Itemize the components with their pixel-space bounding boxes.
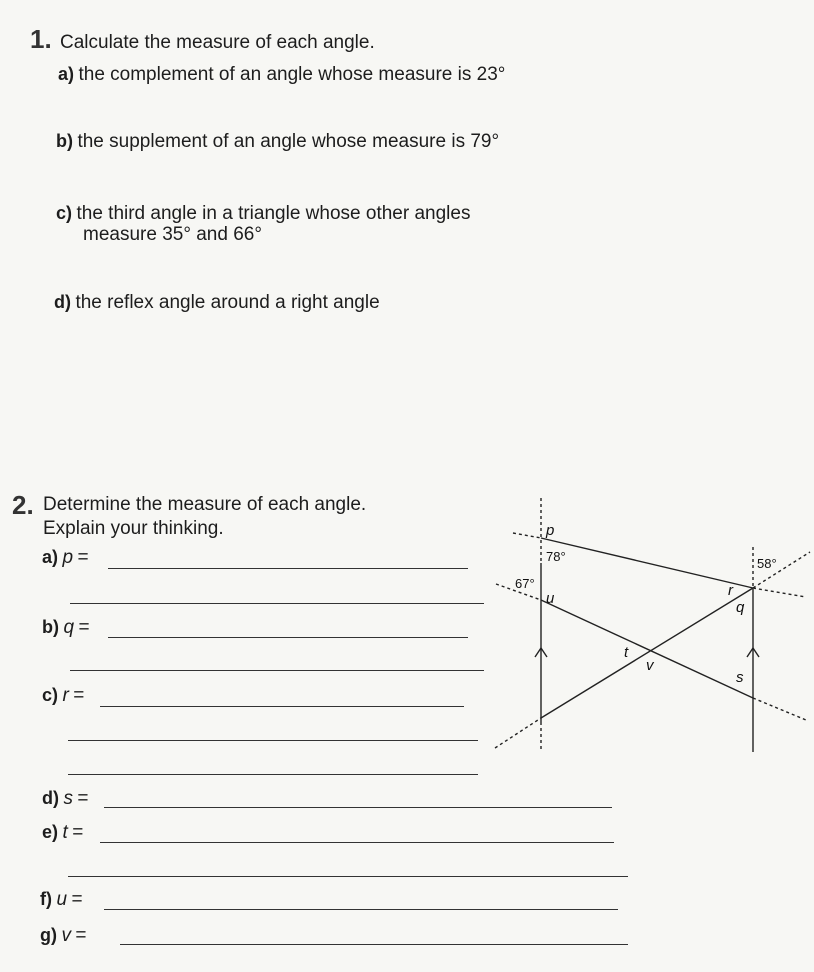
top-transversal-dashed-left	[513, 533, 541, 538]
question-2-prompt-line2: Explain your thinking.	[43, 518, 224, 539]
variable: s	[63, 788, 73, 809]
label-s: s	[736, 669, 744, 686]
label-67: 67°	[515, 576, 535, 591]
part-label: b)	[42, 617, 59, 637]
part-label: g)	[40, 925, 57, 945]
mid-transversal	[541, 600, 753, 698]
equals-sign: =	[78, 617, 90, 638]
label-q: q	[736, 599, 745, 616]
part-label: e)	[42, 822, 59, 842]
equals-sign: =	[71, 889, 83, 910]
equals-sign: =	[72, 822, 84, 843]
question-2-number: 2.	[12, 490, 34, 520]
part-label: d)	[42, 788, 59, 808]
label-58: 58°	[757, 556, 777, 571]
part-label: a)	[42, 547, 59, 567]
label-r: r	[728, 582, 733, 599]
q1-part-c-line2: measure 35° and 66°	[83, 224, 262, 245]
part-label: c)	[42, 685, 59, 705]
top-transversal	[541, 538, 753, 588]
variable: t	[62, 822, 68, 843]
equals-sign: =	[73, 685, 85, 706]
equals-sign: =	[77, 788, 89, 809]
part-text: the supplement of an angle whose measure is 79°	[77, 131, 500, 152]
mid-transversal-dashed-right	[753, 698, 806, 720]
rising-transversal-dashed-left	[495, 718, 541, 748]
label-p: p	[546, 522, 555, 539]
rising-transversal	[541, 588, 753, 718]
part-label: c)	[56, 203, 73, 223]
label-v: v	[646, 657, 654, 674]
variable: u	[56, 889, 68, 910]
variable: q	[63, 617, 75, 638]
equals-sign: =	[77, 547, 89, 568]
part-label: a)	[58, 64, 75, 84]
question-1-prompt: Calculate the measure of each angle.	[60, 32, 375, 53]
top-transversal-dashed-right	[753, 588, 806, 597]
equals-sign: =	[75, 925, 87, 946]
variable: v	[61, 925, 71, 946]
label-u: u	[546, 590, 555, 607]
question-1-number: 1.	[30, 24, 52, 54]
question-2-prompt-line1: Determine the measure of each angle.	[43, 494, 367, 515]
part-label: b)	[56, 131, 73, 151]
label-78: 78°	[546, 549, 566, 564]
part-text: the third angle in a triangle whose other angles	[76, 203, 471, 224]
part-text: the reflex angle around a right angle	[75, 292, 380, 313]
part-label: d)	[54, 292, 71, 312]
part-label: f)	[40, 889, 52, 909]
part-text: the complement of an angle whose measure is 23°	[78, 64, 506, 85]
label-t: t	[624, 644, 629, 661]
variable: p	[62, 547, 74, 568]
variable: r	[62, 685, 69, 706]
